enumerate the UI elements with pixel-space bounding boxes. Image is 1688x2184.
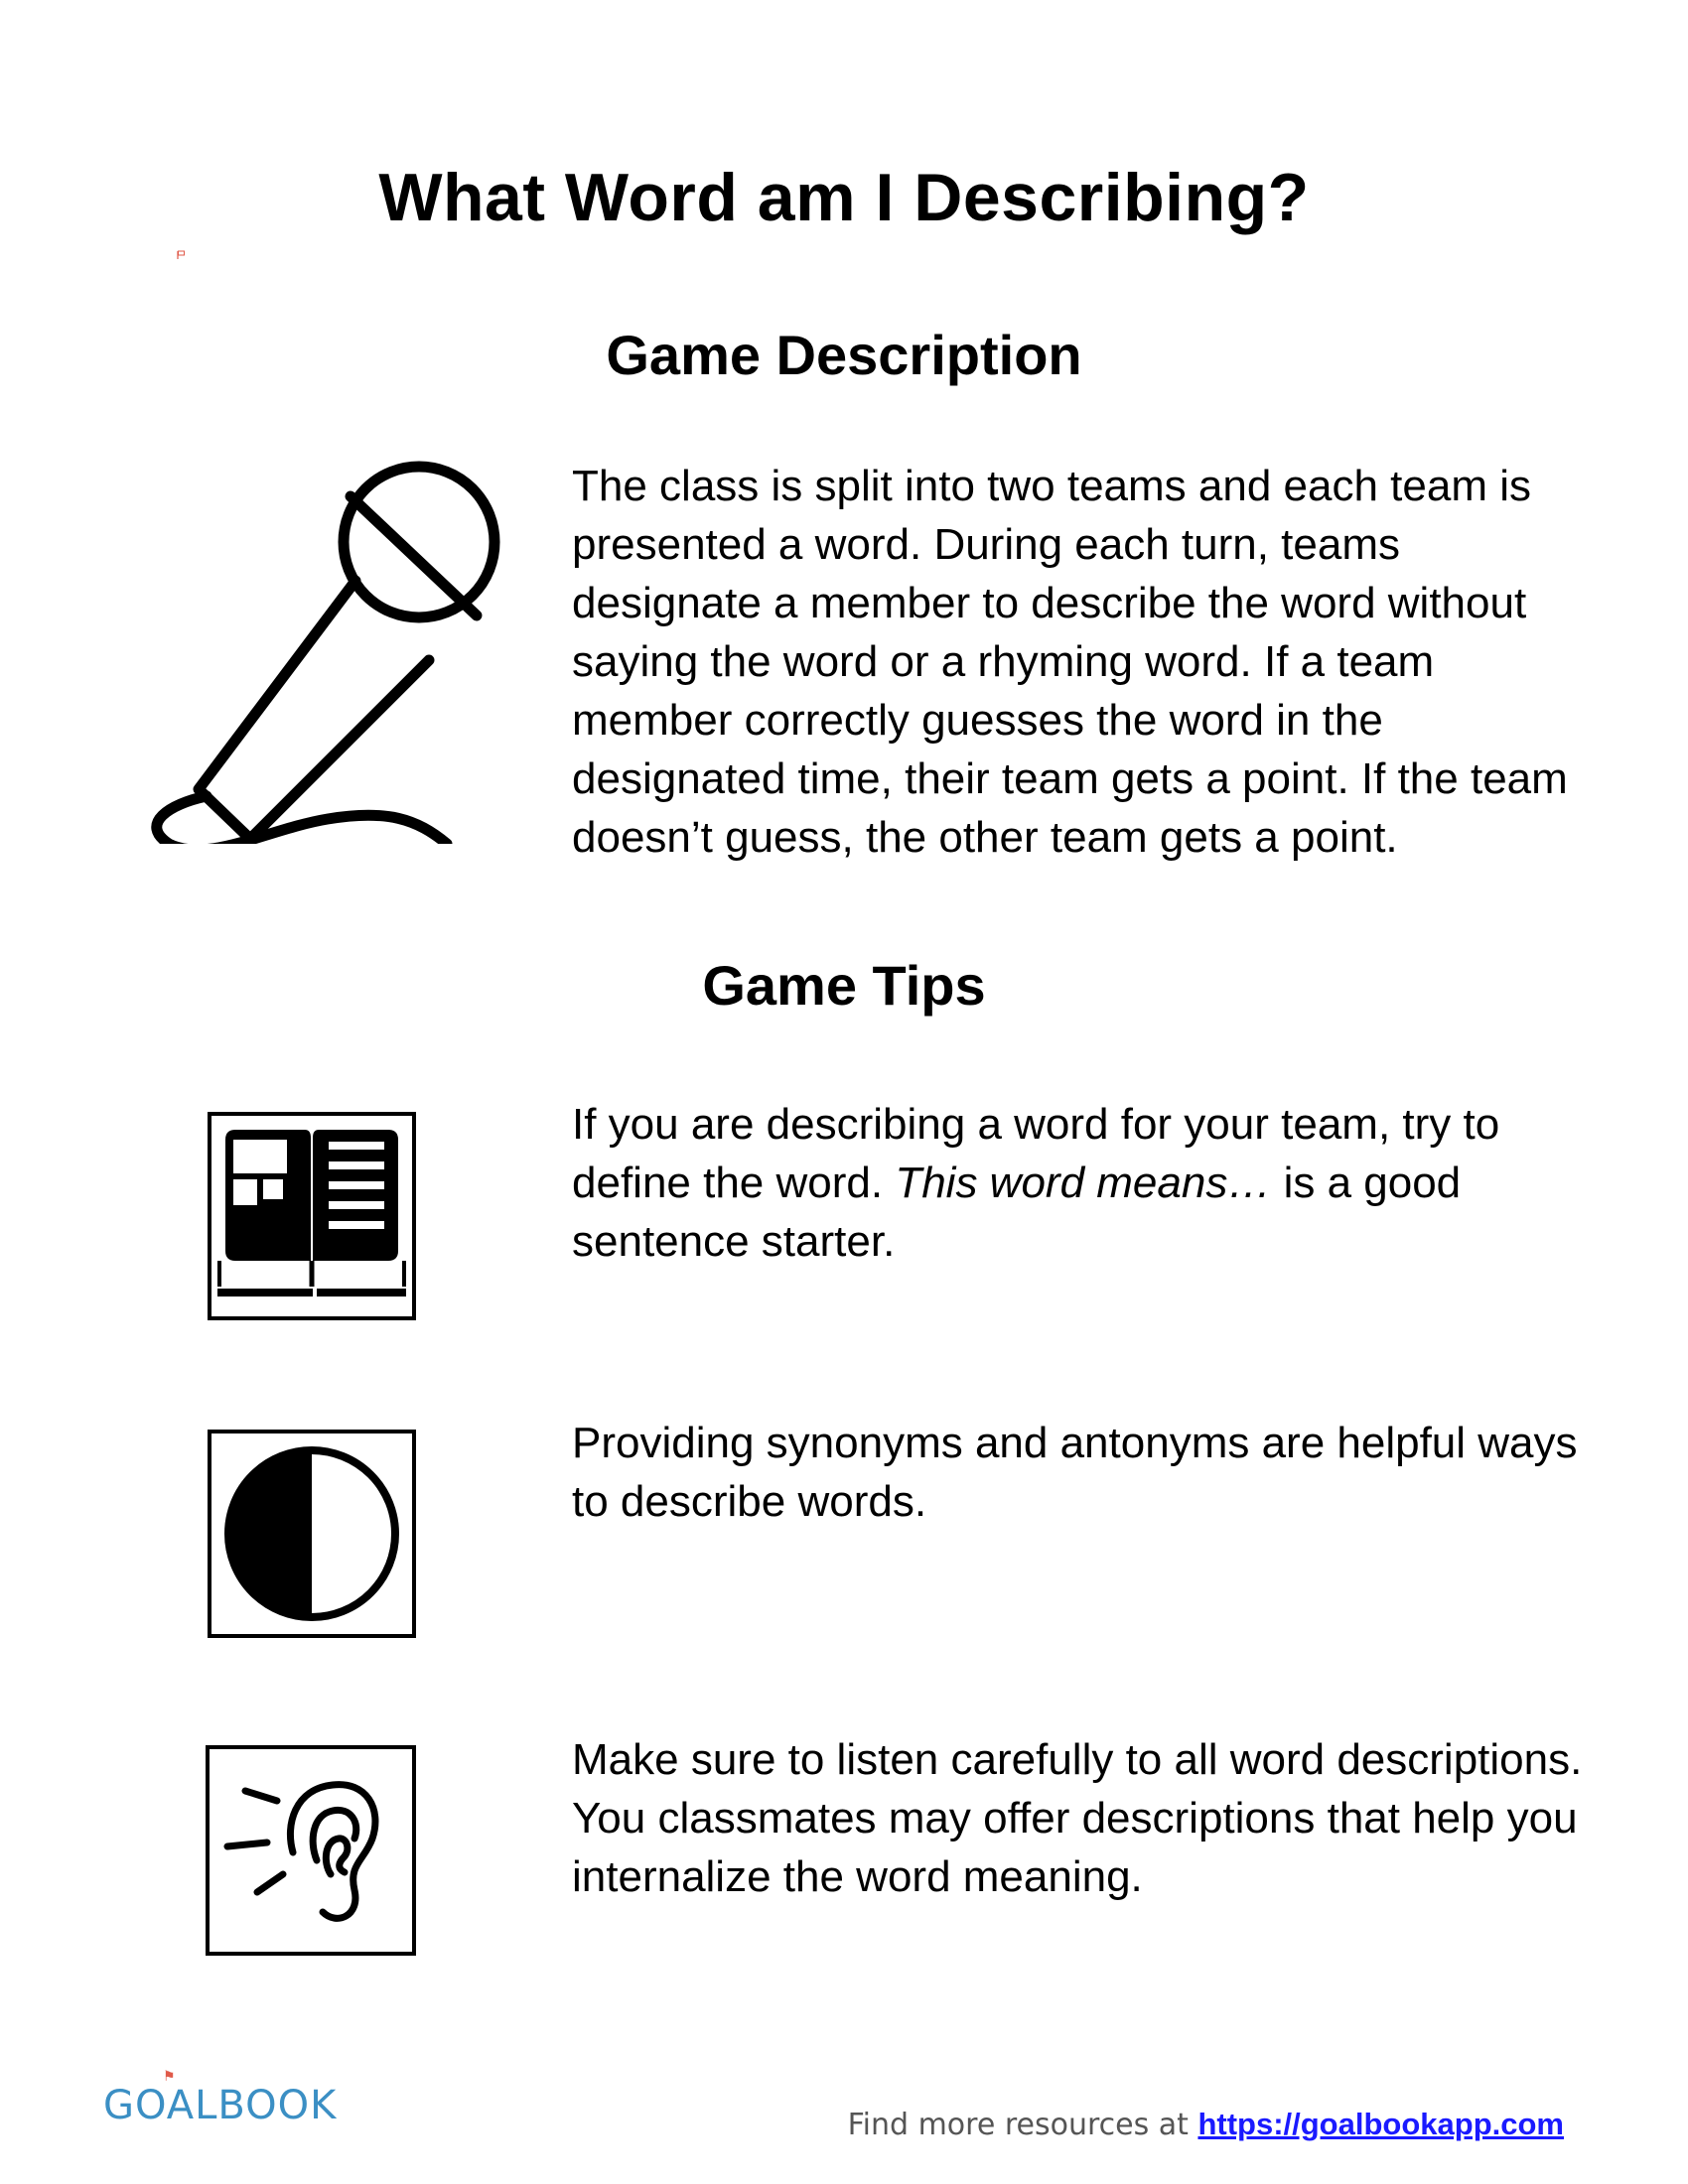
- tip-define-sentence-starter: This word means…: [895, 1159, 1272, 1207]
- tip-synonyms-text: Providing synonyms and antonyms are helpful ways to describe words.: [572, 1419, 1578, 1526]
- goalbook-logo: [103, 2069, 338, 2128]
- tip-define-text-start: If you are describing a word for your team, try to define the word.: [572, 1100, 1500, 1207]
- contrast-icon: [208, 1430, 416, 1638]
- game-tips-heading: Game Tips: [702, 954, 986, 1017]
- ear-icon: [206, 1745, 416, 1956]
- footer-prefix: Find more resources at: [847, 2108, 1198, 2142]
- microphone-icon: [149, 447, 546, 844]
- tip-define-text: [572, 1095, 1595, 1271]
- flag-icon: ⚑: [163, 2069, 177, 2085]
- game-description-heading: Game Description: [606, 324, 1082, 386]
- tip-listen-text: Make sure to listen carefully to all word descriptions. You classmates may offer descriptions that help you internalize the word meaning.: [572, 1735, 1583, 1901]
- flag-icon: [177, 250, 187, 260]
- book-icon: [208, 1112, 416, 1320]
- goalbook-link[interactable]: https://goalbookapp.com: [1197, 2107, 1564, 2141]
- tip-define-text-end: is a good sentence starter.: [572, 1159, 1462, 1266]
- footer-resources: [848, 2107, 1564, 2142]
- logo-text: GOALBOOK: [103, 2083, 338, 2128]
- game-description-text: The class is split into two teams and each team is presented a word. During each turn, teams designate a member to describe the word without saying the word or a rhyming word. If a team member correctly guesses the word in the designated time, their team gets a point. If the team doesn’t guess, the other team gets a point.: [572, 462, 1568, 862]
- page-title: What Word am I Describing?: [378, 160, 1310, 235]
